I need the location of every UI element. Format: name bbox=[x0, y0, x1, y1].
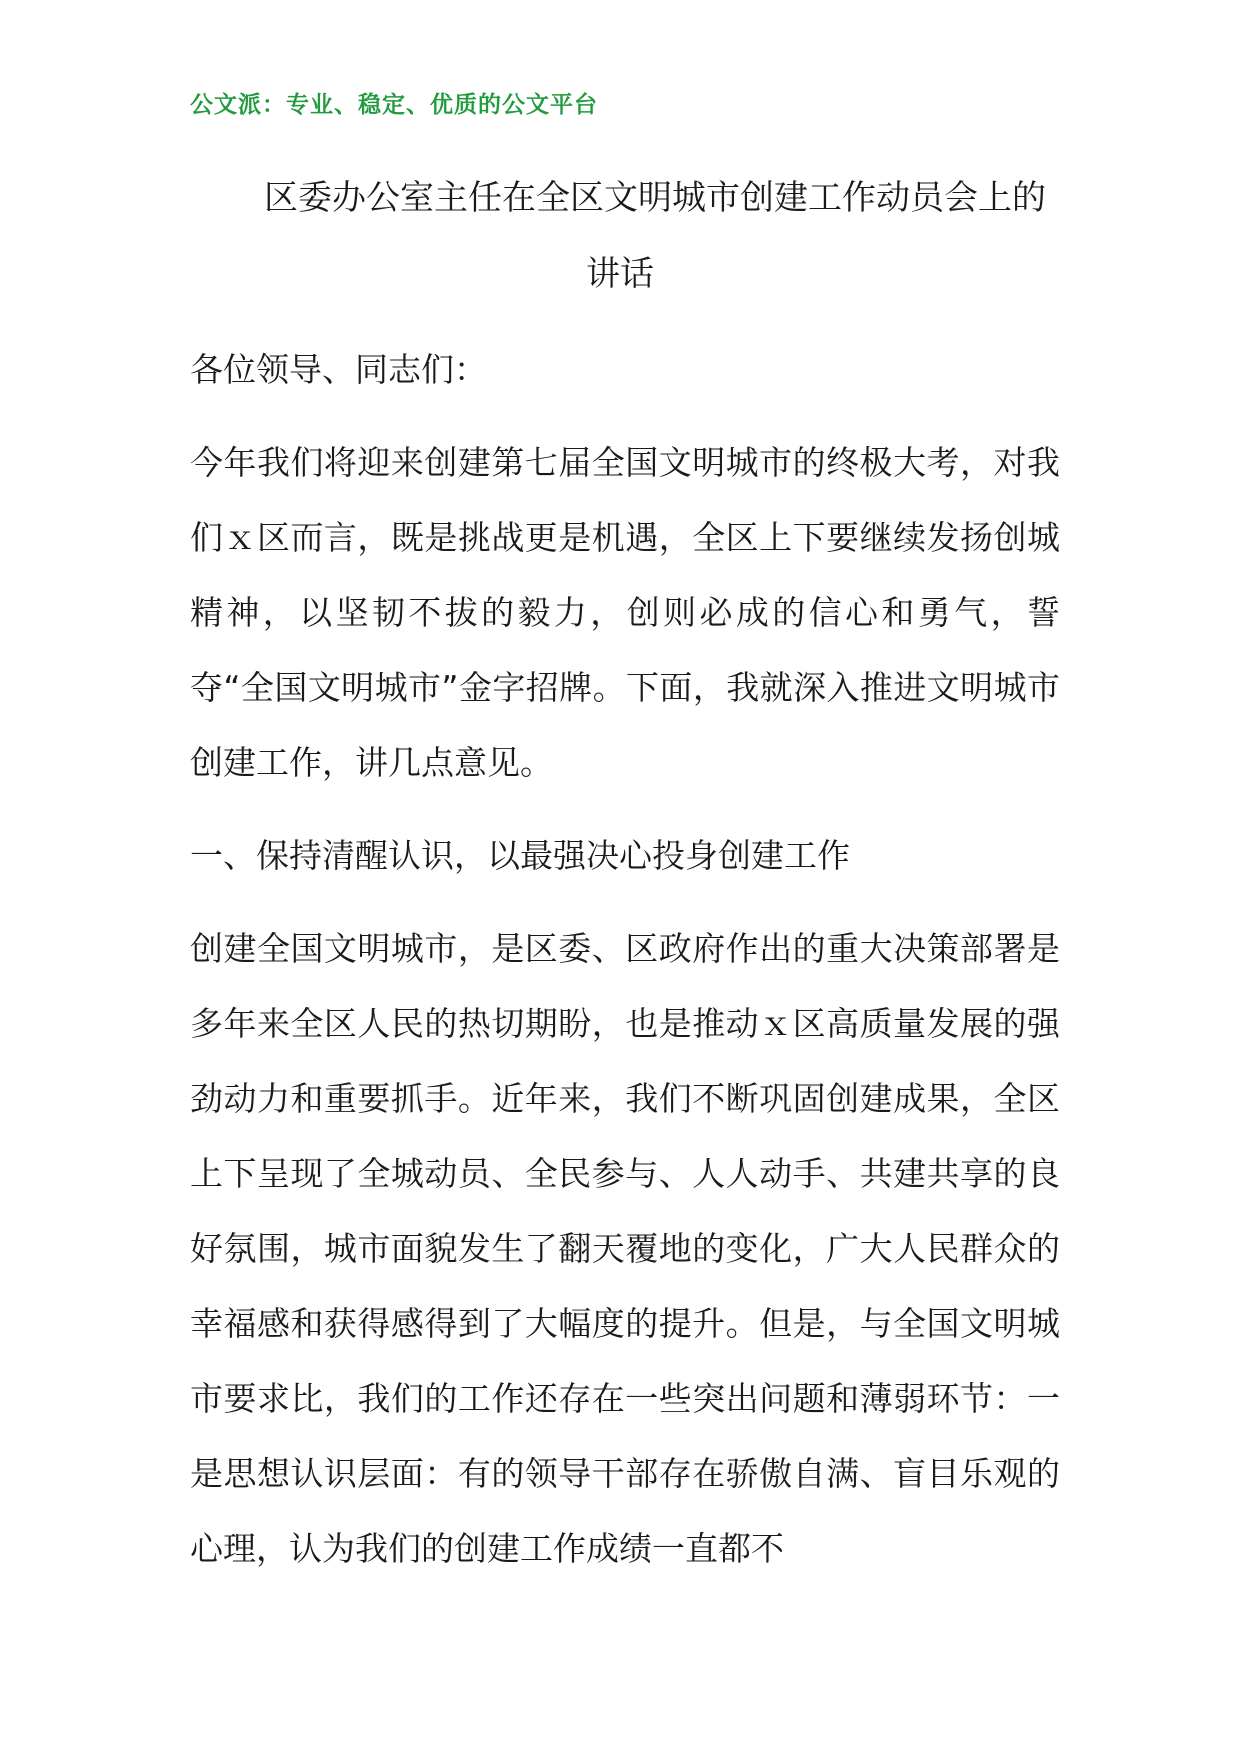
document-title bbox=[190, 160, 1050, 312]
title-line-2: 讲话 bbox=[586, 254, 654, 294]
document-body bbox=[190, 332, 1060, 1604]
watermark-header: 公文派：专业、稳定、优质的公文平台 bbox=[190, 92, 598, 118]
paragraph-section-1: 创建全国文明城市，是区委、区政府作出的重大决策部署是多年来全区人民的热切期盼，也是推动ｘ区高质量发展的强劲动力和重要抓手。近年来，我们不断巩固创建成果，全区上下呈现了全城动员、全民参与、人人动手、共建共享的良好氛围，城市面貌发生了翻天覆地的变化，广大人民群众的幸福感和获得感得到了大幅度的提升。但是，与全国文明城市要求比，我们的工作还存在一些突出问题和薄弱环节：一是思想认识层面：有的领导干部存在骄傲自满、盲目乐观的心理，认为我们的创建工作成绩一直都不 bbox=[190, 929, 1060, 1568]
section-heading-1: 一、保持清醒认识，以最强决心投身创建工作 bbox=[190, 836, 850, 875]
paragraph-intro: 今年我们将迎来创建第七届全国文明城市的终极大考，对我们ｘ区而言，既是挑战更是机遇，全区上下要继续发扬创城精神，以坚韧不拔的毅力，创则必成的信心和勇气，誓夺“全国文明城市”金字招牌。下面，我就深入推进文明城市创建工作，讲几点意见。 bbox=[190, 443, 1060, 782]
title-line-1: 区委办公室主任在全区文明城市创建工作动员会上的 bbox=[264, 178, 1046, 218]
greeting: 各位领导、同志们： bbox=[190, 350, 487, 389]
